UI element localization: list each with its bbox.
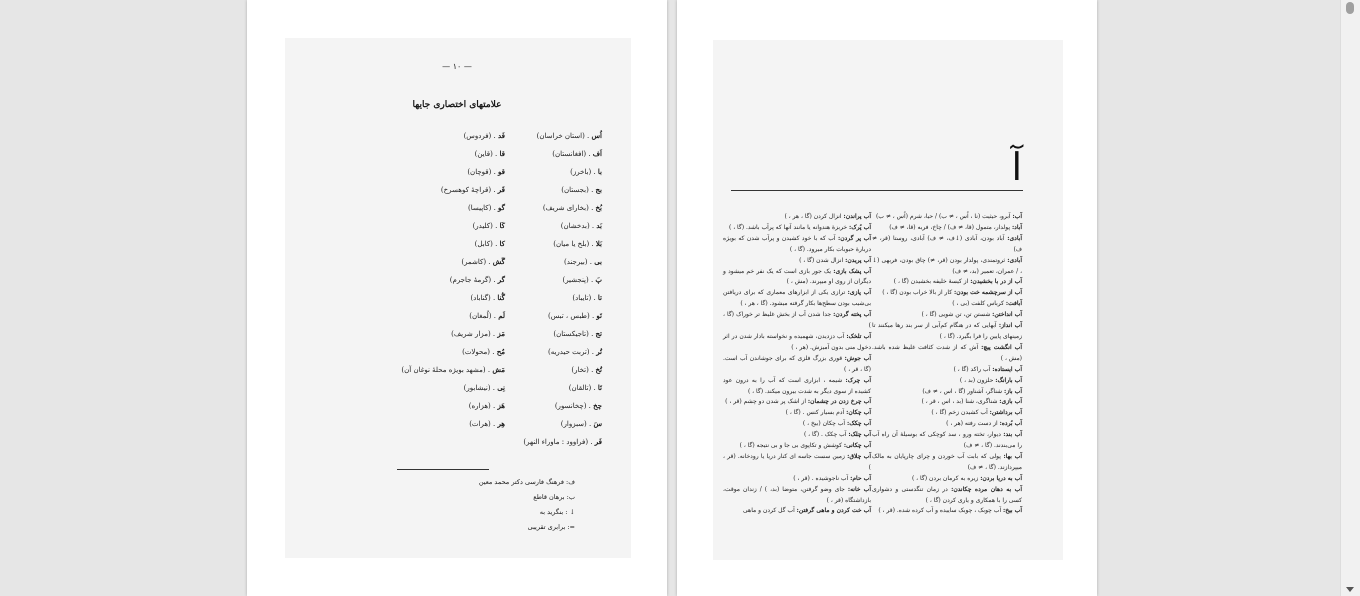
abbreviation-value: . (تایباد) xyxy=(572,294,598,302)
abbreviation-entry xyxy=(523,163,602,181)
abbreviation-entry xyxy=(401,397,505,415)
entry-headword: آب بها: xyxy=(1003,452,1022,460)
entry-definition: شناگری، شنا (بد ، اس ، قر ، ) xyxy=(921,398,1000,406)
dictionary-entry xyxy=(723,408,871,419)
abbreviation-column-left xyxy=(401,127,505,433)
dictionary-entry xyxy=(723,288,871,310)
entry-definition: آباد بودن، آبادی (↓ف، ≠ ف) آبادی، روستا (قر، ≠ ف) xyxy=(872,234,1022,253)
entry-definition: از اشک پر شدن دو چشم (قر ، ) xyxy=(725,398,808,406)
abbreviation-key: مُح xyxy=(496,347,505,356)
dictionary-entry xyxy=(872,256,1022,278)
abbreviation-value: . (کاپیسا) xyxy=(468,204,499,212)
abbreviation-key: فَر xyxy=(594,437,602,446)
entry-headword: آب پر گردن: xyxy=(838,234,871,242)
entry-definition: آب ناجوشیده . (قر ، ) xyxy=(793,474,851,482)
abbreviation-entry xyxy=(401,271,505,289)
entry-headword: آبادی: xyxy=(1007,256,1022,264)
entry-headword: آب چرخ زدن در چشمان: xyxy=(807,398,871,406)
entry-definition: آب چوبک ، چوبک ساییده و آب کرده شده. (قر ، ) xyxy=(878,507,1004,515)
entry-headword: آب انداز: xyxy=(998,322,1022,330)
entry-headword: آب پراندن: xyxy=(843,213,871,220)
dictionary-entry xyxy=(872,277,1022,288)
abbreviation-value: . (چخانسور) xyxy=(554,402,594,410)
entry-definition: یک جور بازی است که یک نفر خم میشود و دیگران از روی او میپرند. (مش ، ) xyxy=(723,267,871,286)
document-page-right xyxy=(677,0,1097,596)
legend-line: ب: برهان قاطع xyxy=(533,493,575,501)
entry-headword: آب پشک بازی: xyxy=(833,267,871,275)
abbreviation-value: . (افغانستان) xyxy=(552,150,593,158)
abbreviation-value: . (تالقان) xyxy=(568,384,598,392)
entry-definition: در زمان تنگدستی و دشواری کسی را با همکاری و یاری کردن (گا ، ) xyxy=(872,485,1022,504)
dictionary-entry xyxy=(872,485,1022,507)
abbreviation-entry xyxy=(523,199,602,217)
entry-definition: آب که با خود کشیدن و پرآب شدن که بویژه دربارهٔ حبوبات بکار میرود. (گا ، ) xyxy=(723,234,871,253)
dictionary-entry xyxy=(723,397,871,408)
abbreviation-entry xyxy=(401,235,505,253)
entry-definition: حلزون (بد ، ) xyxy=(959,376,996,384)
entry-headword: آب تلخک: xyxy=(846,332,871,340)
entry-headword: آب برداشتن: xyxy=(989,409,1022,417)
entry-headword: آب از در با بخشیدن: xyxy=(970,278,1022,286)
document-page-left xyxy=(247,0,667,596)
legend-line: ف: فرهنگ فارسی دکتر محمد معین xyxy=(478,478,575,486)
dictionary-entry xyxy=(872,310,1022,321)
entry-definition: کرباس کلفت (بی ، ) xyxy=(952,300,1006,308)
entry-headword: آب پریدن: xyxy=(845,256,871,264)
abbreviation-value: . (بدخشان) xyxy=(560,222,597,230)
entry-definition: شیمه ، ابزاری است که آب را به درون عود کشیده از سوی دیگر به شدت بیرون میکند. (گا ، ) xyxy=(723,376,871,395)
entry-definition: آب چکک . (گا ، ) xyxy=(803,431,849,439)
abbreviation-entry xyxy=(401,307,505,325)
entry-headword: آب انداختن: xyxy=(992,311,1022,319)
abbreviation-value: . (کاشمر) xyxy=(461,258,493,266)
entry-definition: زمین سست جاسه ای کنار دریا یا رودخانه. (قر ، ) xyxy=(723,452,871,471)
entry-definition: آب کشیدن زخم (گا ، ) xyxy=(931,409,990,417)
abbreviation-entry xyxy=(401,415,505,433)
legend-line: =: برابری تقریبی xyxy=(527,523,575,531)
abbreviation-value: . (پنجشیر) xyxy=(562,276,596,284)
scrollbar-thumb[interactable] xyxy=(1346,2,1354,14)
abbreviation-entry xyxy=(401,217,505,235)
dictionary-entry xyxy=(872,343,1022,365)
dictionary-entry xyxy=(723,234,871,256)
abbreviation-entry xyxy=(523,307,602,325)
entry-headword: آب ایستاده: xyxy=(992,365,1022,373)
abbreviation-key: مَز xyxy=(497,329,505,338)
abbreviation-entry xyxy=(523,361,602,379)
abbreviation-key: چخ xyxy=(593,401,602,410)
abbreviation-key: قَر xyxy=(497,185,505,194)
dictionary-entry xyxy=(872,430,1022,452)
abbreviation-entry xyxy=(523,415,602,433)
abbreviation-value: . (بیرجند) xyxy=(564,258,595,266)
abbreviation-key: کَا xyxy=(499,221,505,230)
abbreviation-key: هَز xyxy=(497,401,505,410)
entry-definition: آش که از شدت کثافت غلیظ شده باشد. (مش ، ) xyxy=(872,343,1022,362)
footnote-legend xyxy=(479,475,575,535)
abbreviation-value: . (تخار) xyxy=(571,366,596,374)
entry-definition: پولدار، متمول (قا، ≠ ف) / چاخ، فربه (قا، ≠ ف) xyxy=(889,223,1012,231)
abbreviation-entry xyxy=(523,127,602,145)
abbreviation-value: . (بخارای شریف) xyxy=(542,204,596,212)
abbreviation-entry xyxy=(401,361,505,379)
abbreviation-value: . (محولات) xyxy=(462,348,497,356)
entry-headword: آب جوش: xyxy=(844,354,871,362)
entry-headword: آب از سرچشمه خت بودن: xyxy=(954,289,1022,297)
entry-headword: آب چکک: xyxy=(846,420,871,428)
entry-headword: آب چکانی: xyxy=(843,442,871,450)
abbreviation-value: . (سبزوار) xyxy=(560,420,594,428)
dictionary-entry xyxy=(723,506,871,517)
entry-definition: زیره به کرمان بردن (گا ، ) xyxy=(911,474,981,482)
abbreviation-entry xyxy=(401,253,505,271)
entry-definition: آبهایی که در هنگام کم‌آبی از سر بند رها میکنند تا زمینهای پایین را فرا بگیرد. (گا ، ) xyxy=(872,322,1022,340)
dictionary-entry xyxy=(723,430,871,441)
entry-headword: آبادی: xyxy=(1007,234,1022,242)
abbreviation-entry xyxy=(401,163,505,181)
abbreviation-key: کا xyxy=(499,239,505,248)
dictionary-entry xyxy=(723,354,871,376)
entry-headword: آب چکان: xyxy=(846,409,871,417)
abbreviation-entry xyxy=(523,433,602,451)
dictionary-entry xyxy=(872,387,1022,398)
dictionary-entry xyxy=(872,299,1022,310)
abbreviation-key: تا xyxy=(597,293,602,302)
abbreviation-key: فَد xyxy=(497,131,505,140)
entry-definition: آب چکان (بیخ ، ) xyxy=(802,420,847,428)
dictionary-entry xyxy=(872,376,1022,387)
abbreviation-key: سَ xyxy=(593,419,602,428)
abbreviation-key: تج xyxy=(595,329,602,338)
entry-headword: آب بُرده: xyxy=(999,420,1022,428)
abbreviation-entry xyxy=(401,343,505,361)
abbreviation-key: تُر xyxy=(596,347,602,356)
abbreviation-entry xyxy=(523,289,602,307)
entry-definition: پولی که بابت آب خوردن و چرای چارپایان به مالک میپردازند. (گا ، ≠ ف) xyxy=(872,452,1022,471)
abbreviation-value: . (تربت حیدریه) xyxy=(547,348,597,356)
dictionary-entry xyxy=(872,234,1022,256)
section-letter-heading: آ xyxy=(1011,145,1022,189)
dictionary-entry xyxy=(723,474,871,485)
legend-line: ↓ : بنگرید به xyxy=(539,508,575,516)
abbreviation-key: هِر xyxy=(497,419,505,428)
abbreviation-entry xyxy=(401,289,505,307)
footnote-divider xyxy=(397,469,489,470)
entry-headword: آب بازی: xyxy=(999,398,1022,406)
dictionary-entry xyxy=(872,212,1022,223)
entry-definition: جای وضو گرفتن، متوضا (بد، ) / زندان موقت، بازداشتگاه (قر ، ) xyxy=(723,485,871,504)
entry-definition: دیوار، تخته ورو ، سد کوچکی که بوسیلهٔ آن راه آب را می‌بندند. (گا ، ≠ ف) xyxy=(872,431,1022,450)
abbreviation-value: . (هرات) xyxy=(469,420,498,428)
entry-headword: آب به دهان مرده چکاندن: xyxy=(951,485,1022,493)
dictionary-column-left xyxy=(723,212,871,517)
abbreviation-entry xyxy=(401,127,505,145)
dictionary-entry xyxy=(723,376,871,398)
dictionary-entry xyxy=(872,419,1022,430)
entry-definition: ترازی یکی از ابزارهای معماری که برای دریافتن بی‌شیب بودن سطح‌ها بکار گرفته میشود. (گا ، هر ، ) xyxy=(723,289,871,308)
abbreviation-value: . (مشهد بویژه محلهٔ نوغان آن) xyxy=(401,366,493,374)
abbreviation-key: بج xyxy=(595,185,602,194)
entry-definition: آب دزدیدن، شهمیده و نخواسته بادار شدن در اثر دخول منی بدون آمیزش. (هر ، ) xyxy=(723,332,871,351)
dictionary-entry xyxy=(723,256,871,267)
entry-definition: خربزهٔ هندوانه یا مانند آنها که پرآب باشد. (گا ، ) xyxy=(728,223,850,231)
entry-headword: آب انگشت پیچ: xyxy=(981,343,1022,351)
dictionary-entry xyxy=(723,212,871,223)
entry-headword: آباد: xyxy=(1011,223,1022,231)
entry-headword: آب باز: xyxy=(1003,387,1022,395)
entry-definition: از دست رفته (هر ، ) xyxy=(946,420,1000,428)
entry-headword: آب پخته گردن: xyxy=(833,311,871,319)
abbreviation-entry xyxy=(523,145,602,163)
entry-headword: آب پُرک: xyxy=(849,223,871,231)
entry-headword: آب به دریا بردن: xyxy=(980,474,1022,482)
dictionary-entry xyxy=(723,485,871,507)
abbreviation-entry xyxy=(523,379,602,397)
dictionary-column-right xyxy=(872,212,1022,517)
abbreviation-key: گُنا xyxy=(497,293,505,302)
entry-definition: شناگر، آشناور (گا ، اس ، ≠ ف) xyxy=(922,387,1004,395)
entry-definition: انزال شدن (گا ، ) xyxy=(799,256,846,264)
abbreviation-entry xyxy=(401,379,505,397)
abbreviation-value: . (طبس ، تبس) xyxy=(547,312,597,320)
abbreviation-entry xyxy=(523,217,602,235)
entry-headword: آب بند: xyxy=(1003,431,1023,439)
dictionary-entry xyxy=(872,223,1022,234)
dictionary-entry xyxy=(872,408,1022,419)
abbreviation-key: قو xyxy=(498,167,505,176)
abbreviation-entry xyxy=(523,397,602,415)
abbreviation-value: . (کابل) xyxy=(474,240,500,248)
scroll-down-arrow-icon[interactable] xyxy=(1346,587,1354,592)
dictionary-entry xyxy=(872,365,1022,376)
abbreviation-entry xyxy=(401,181,505,199)
section-divider xyxy=(731,190,1023,191)
entry-headword: آب بیخ: xyxy=(1003,507,1022,515)
entry-headword: آب: xyxy=(1012,213,1022,220)
entry-definition: کوشش و تکاپوی بی جا و بی نتیجه (گا ، ) xyxy=(739,442,844,450)
abbreviation-key: اَف xyxy=(592,149,602,158)
abbreviation-key: گو xyxy=(498,203,505,212)
abbreviation-entry xyxy=(401,199,505,217)
dictionary-entry xyxy=(723,310,871,332)
abbreviation-entry xyxy=(523,181,602,199)
entry-headword: آب چلک: xyxy=(848,431,871,439)
abbreviation-entry xyxy=(523,325,602,343)
abbreviation-key: بُخ xyxy=(595,203,602,212)
abbreviation-value: . (تاجیکستان) xyxy=(553,330,596,338)
abbreviation-value: . (گناباد) xyxy=(470,294,498,302)
entry-definition: از کیسهٔ خلیفه بخشیدن (گا ، ) xyxy=(893,278,971,286)
entry-headword: آب خت کردن و ماهی گرفتن: xyxy=(796,507,871,515)
dictionary-entry xyxy=(872,506,1022,517)
abbreviation-value: . (استان خراسان) xyxy=(536,132,592,140)
dictionary-entry xyxy=(723,441,871,452)
abbreviation-entry xyxy=(401,325,505,343)
abbreviation-entry xyxy=(523,271,602,289)
abbreviation-value: . (قوچان) xyxy=(467,168,499,176)
abbreviation-key: اُس xyxy=(591,131,602,140)
page-title: علامتهای اختصاری جایها xyxy=(412,100,502,110)
abbreviation-key: گر xyxy=(497,275,505,284)
dictionary-entry xyxy=(872,288,1022,299)
entry-definition: جدا شدن آب از بخش غلیظ تر خوراک (گا ، ) xyxy=(723,311,871,330)
abbreviation-value: . (بجستان) xyxy=(561,186,596,194)
entry-definition: کار از بالا خراب بودن (گا ، ) xyxy=(882,289,955,297)
abbreviation-key: نِی xyxy=(497,383,505,392)
abbreviation-value: . (فراوود : ماوراء النهر) xyxy=(523,438,595,446)
abbreviation-entry xyxy=(523,253,602,271)
abbreviation-value: . (هزاره) xyxy=(468,402,498,410)
dictionary-entry xyxy=(723,332,871,354)
entry-headword: آب حام: xyxy=(850,474,871,482)
abbreviation-entry xyxy=(523,235,602,253)
abbreviation-key: با xyxy=(597,167,602,176)
abbreviation-entry xyxy=(401,145,505,163)
dictionary-entry xyxy=(872,474,1022,485)
entry-headword: آب چلاق: xyxy=(847,452,871,460)
entry-definition: شستن تن، تن شویی (گا ، ) xyxy=(921,311,993,319)
entry-headword: آب بارانگ: xyxy=(995,376,1022,384)
dictionary-entry xyxy=(723,223,871,234)
entry-headword: آب چرک: xyxy=(845,376,872,384)
abbreviation-value: . (قاین) xyxy=(474,150,500,158)
abbreviation-value: . (فردوس) xyxy=(463,132,498,140)
abbreviation-value: . (گرمهٔ جاجرم) xyxy=(449,276,498,284)
dictionary-entry xyxy=(723,419,871,430)
abbreviation-value: . (لُمغان) xyxy=(469,312,499,320)
dictionary-entry xyxy=(723,452,871,474)
abbreviation-key: گَش xyxy=(492,257,505,266)
abbreviation-value: . (نیشابور) xyxy=(463,384,498,392)
abbreviation-value: . (کلیدر) xyxy=(472,222,500,230)
abbreviation-entry xyxy=(523,343,602,361)
abbreviation-key: بَد xyxy=(596,221,602,230)
abbreviation-key: بی xyxy=(594,257,602,266)
entry-definition: آدم بسیار کنس . (گا ، ) xyxy=(785,409,847,417)
page-number: — ۱۰ — xyxy=(442,62,472,71)
dictionary-entry xyxy=(872,452,1022,474)
abbreviation-value: . (باخرز) xyxy=(570,168,598,176)
abbreviation-value: . (مزار شریف) xyxy=(451,330,498,338)
abbreviation-key: پَ xyxy=(595,275,602,284)
abbreviation-key: لَم xyxy=(498,311,505,320)
entry-headword: آب خانه: xyxy=(847,485,871,493)
abbreviation-key: قا xyxy=(499,149,505,158)
abbreviation-value: . (قراچهٔ کوهسرخ) xyxy=(440,186,498,194)
abbreviation-key: تَو xyxy=(596,311,602,320)
dictionary-entry xyxy=(872,397,1022,408)
entry-definition: ثروتمندی، پولدار بودن (قر، ≠) چاق بودن، فربهی (↓ ، / عمران، تعمیر (بد، ≠ ف) xyxy=(872,256,1022,275)
dictionary-entry xyxy=(723,267,871,289)
abbreviation-key: مَش xyxy=(492,365,505,374)
entry-headword: آبافت: xyxy=(1005,300,1022,308)
abbreviation-key: تَا xyxy=(597,383,602,392)
entry-headword: آب پازی: xyxy=(847,289,871,297)
abbreviation-value: . (بلخ یا میان) xyxy=(553,240,596,248)
entry-definition: انزال کردن (گا ، هر ، ) xyxy=(784,213,844,220)
entry-definition: آب گل کردن و ماهی xyxy=(743,507,797,515)
entry-definition: آب راکد (گا ، ) xyxy=(953,365,993,373)
vertical-scrollbar[interactable] xyxy=(1340,0,1360,596)
abbreviation-key: تُخ xyxy=(595,365,602,374)
abbreviation-column-right xyxy=(523,127,602,451)
entry-definition: قوری بزرگ فلزی که برای جوشاندن آب است. (گا ، قر ، ) xyxy=(723,354,871,373)
entry-definition: آبرو، حیثیت (نا ، اُس ، ≠ ب) / حیا، شرم (اُس ، ≠ ب) xyxy=(875,213,1013,220)
abbreviation-key: بَلا xyxy=(595,239,602,248)
dictionary-entry xyxy=(872,321,1022,343)
